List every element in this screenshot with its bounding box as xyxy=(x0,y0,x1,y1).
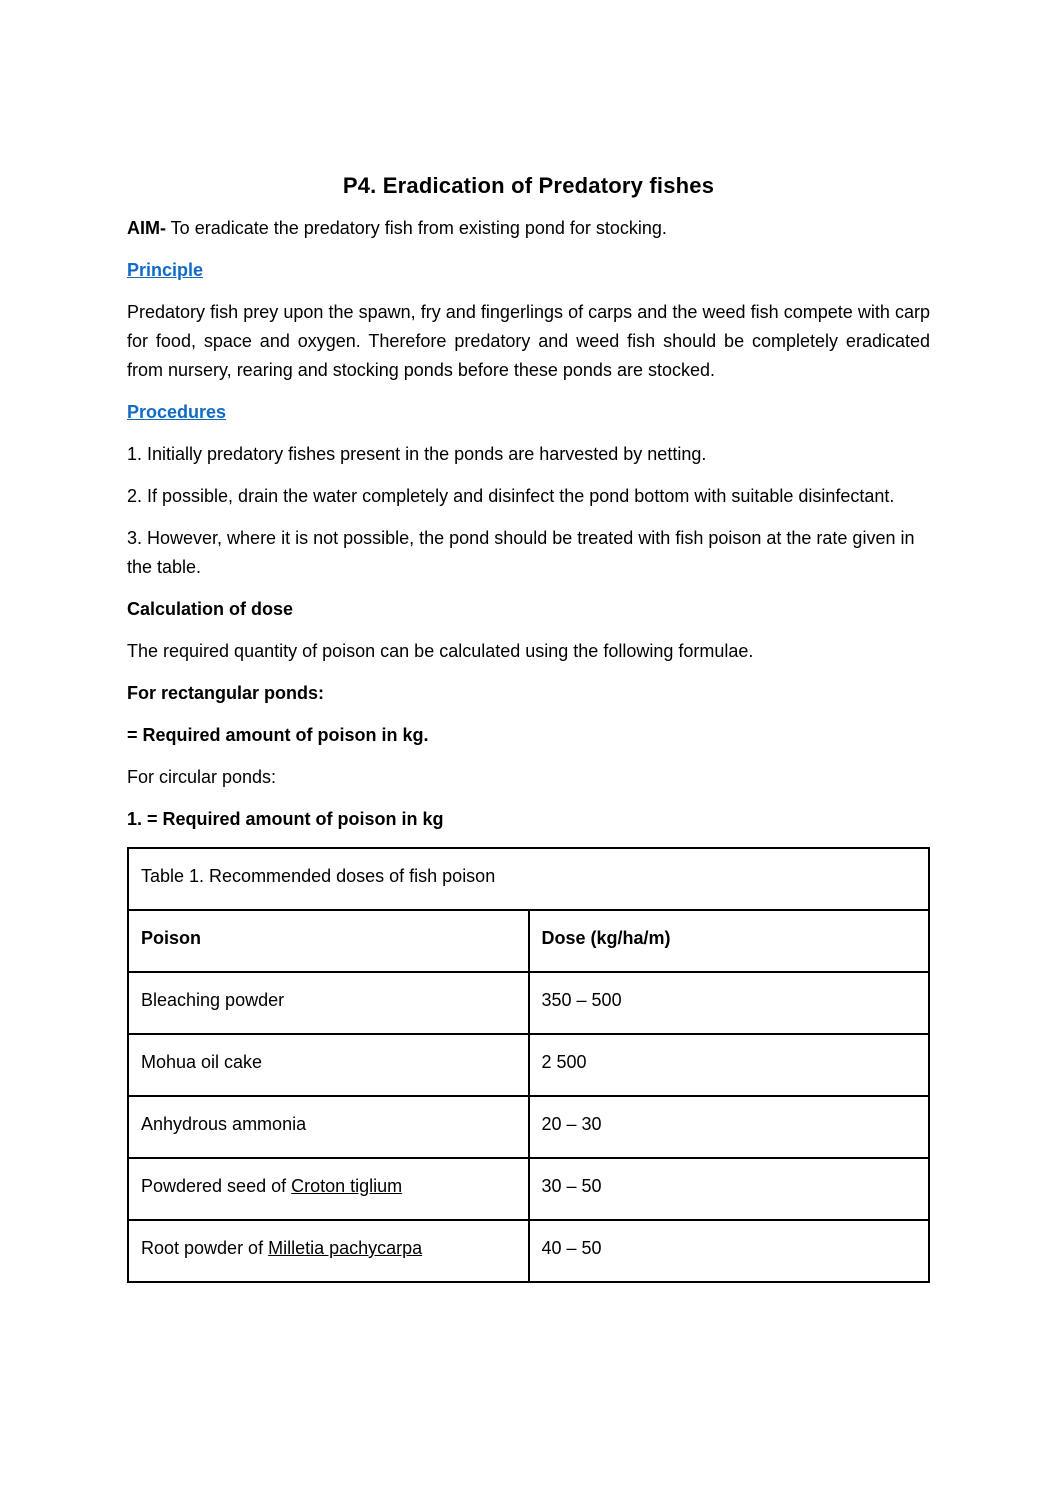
poison-species: Croton tiglium xyxy=(291,1176,403,1196)
table-row xyxy=(128,1096,929,1158)
dose-cell: 40 – 50 xyxy=(529,1220,930,1282)
dose-cell: 30 – 50 xyxy=(529,1158,930,1220)
aim-label: AIM- xyxy=(127,218,166,238)
poison-species: Milletia pachycarpa xyxy=(268,1238,423,1258)
procedure-step-3: 3. However, where it is not possible, the pond should be treated with fish poison at the rate given in the table. xyxy=(127,528,915,577)
table-caption: Table 1. Recommended doses of fish poison xyxy=(128,848,929,910)
column-header-dose: Dose (kg/ha/m) xyxy=(529,910,930,972)
poison-name: Anhydrous ammonia xyxy=(141,1114,307,1134)
procedures-heading: Procedures xyxy=(127,402,227,422)
procedure-step-1: 1. Initially predatory fishes present in the ponds are harvested by netting. xyxy=(127,444,707,464)
poison-cell xyxy=(128,1220,529,1282)
table-header-row xyxy=(128,910,929,972)
table-caption-row xyxy=(128,848,929,910)
dose-cell: 20 – 30 xyxy=(529,1096,930,1158)
circular-ponds-formula: 1. = Required amount of poison in kg xyxy=(127,809,444,829)
column-header-poison: Poison xyxy=(128,910,529,972)
poison-cell xyxy=(128,1096,529,1158)
poison-name: Bleaching powder xyxy=(141,990,285,1010)
dose-intro: The required quantity of poison can be calculated using the following formulae. xyxy=(127,641,754,661)
table-row xyxy=(128,1034,929,1096)
poison-name: Powdered seed of xyxy=(141,1176,292,1196)
poison-cell xyxy=(128,972,529,1034)
poison-cell xyxy=(128,1034,529,1096)
rectangular-ponds-label: For rectangular ponds: xyxy=(127,683,325,703)
poison-name: Mohua oil cake xyxy=(141,1052,263,1072)
circular-ponds-label: For circular ponds: xyxy=(127,767,277,787)
aim-text: To eradicate the predatory fish from existing pond for stocking. xyxy=(166,218,667,238)
dose-cell: 350 – 500 xyxy=(529,972,930,1034)
calculation-of-dose-heading: Calculation of dose xyxy=(127,599,294,619)
procedure-step-2: 2. If possible, drain the water completely and disinfect the pond bottom with suitable disinfectant. xyxy=(127,486,895,506)
table-row xyxy=(128,1220,929,1282)
rectangular-ponds-formula: = Required amount of poison in kg. xyxy=(127,725,429,745)
poison-cell xyxy=(128,1158,529,1220)
table-row xyxy=(128,1158,929,1220)
poison-name: Root powder of xyxy=(141,1238,269,1258)
aim-line xyxy=(127,214,930,243)
table-row xyxy=(128,972,929,1034)
principle-body: Predatory fish prey upon the spawn, fry and fingerlings of carps and the weed fish compete with carp for food, space and oxygen. Therefore predatory and weed fish should be completely eradicated from nursery, rearing and stocking ponds before these ponds are stocked. xyxy=(127,302,930,380)
principle-heading: Principle xyxy=(127,260,204,280)
poison-dose-table xyxy=(127,847,930,1283)
page-title: P4. Eradication of Predatory fishes xyxy=(342,173,715,198)
dose-cell: 2 500 xyxy=(529,1034,930,1096)
